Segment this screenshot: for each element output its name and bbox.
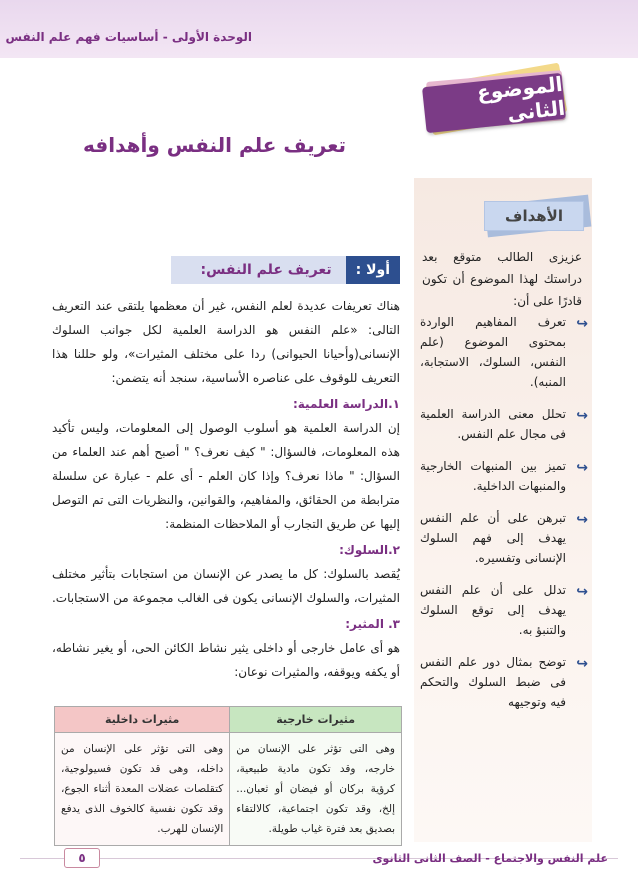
table-header-row (55, 707, 402, 733)
section-label: تعريف علم النفس: (171, 256, 346, 284)
section-number: أولا : (346, 256, 400, 284)
arrow-bullet-icon: ↪ (576, 656, 588, 672)
arrow-bullet-icon: ↪ (576, 584, 588, 600)
footer-book-title: علم النفس والاجتماع - الصف الثانى الثانوى (372, 852, 608, 865)
goal-item (420, 652, 588, 712)
cell-external-stimuli: وهى التى تؤثر على الإنسان من خارجه، وقد تكون مادية طبيعية، كرؤية بركان أو فيضان أو ثعبان... إلخ، وقد تكون اجتماعية، كالالتقاء بصديق بعد فترة غياب طويلة. (230, 733, 402, 846)
page-title: تعريف علم النفس وأهدافه (83, 133, 346, 157)
definition-paragraph: هناك تعريفات عديدة لعلم النفس، غير أن معظمها يلتقى عند التعريف التالى: «علم النفس هو الدراسة العلمية لكل جوانب السلوك الإنسانى(وأحيانا الحيوانى) ردا على مختلف المثيرات»، ولو حللنا هذا التعريف للوقوف على عناصره الأساسية، سنجد أنه يتضمن: (52, 299, 400, 385)
goal-item (420, 508, 588, 568)
goal-item (420, 312, 588, 392)
subsection-text-behavior: يُقصد بالسلوك: كل ما يصدر عن الإنسان من استجابات بتأثير مختلف المثيرات، والسلوك الإنسانى يكون فى الغالب مجموعة من الاستجابات. (51, 567, 400, 605)
stimuli-table (54, 706, 402, 846)
goals-tab-label: الأهداف (484, 201, 584, 231)
goal-item-text: تحلل معنى الدراسة العلمية فى مجال علم النفس. (420, 407, 566, 441)
topic-badge-label: الموضوع الثانى (422, 73, 566, 133)
page-number: ٥ (64, 848, 100, 868)
goals-tab (480, 196, 592, 236)
top-header-band (0, 0, 638, 58)
goal-item-text: تدلل على أن علم النفس يهدف إلى توقع السلوك والتنبؤ به. (420, 583, 566, 637)
subsection-heading-stimulus: ٣. المثير: (345, 617, 400, 631)
goal-item-text: توضح بمثال دور علم النفس فى ضبط السلوك والتحكم فيه وتوجيهه (420, 655, 566, 709)
goals-intro: عزيزى الطالب متوقع بعد دراستك لهذا الموضوع أن تكون قادرًا على أن: (422, 250, 582, 308)
subsection-heading-behavior: ٢.السلوك: (339, 543, 400, 557)
table-row (55, 733, 402, 846)
header-internal-stimuli: مثيرات داخلية (55, 707, 230, 733)
subsection-heading-scientific-study: ١.الدراسة العلمية: (292, 397, 400, 411)
goal-item (420, 580, 588, 640)
header-external-stimuli: مثيرات خارجية (230, 707, 402, 733)
goal-item-text: تعرف المفاهيم الواردة بمحتوى الموضوع (علم النفس، السلوك، الاستجابة، المنبه). (420, 315, 566, 389)
section-heading (52, 256, 400, 284)
cell-internal-stimuli: وهى التى تؤثر على الإنسان من داخله، وهى قد تكون فسيولوجية، كتقلصات عضلات المعدة أثناء الجوع، وقد تكون نفسية كالخوف الذى يدفع الإنسان للهرب. (55, 733, 230, 846)
unit-title: الوحدة الأولى - أساسيات فهم علم النفس (5, 30, 252, 44)
main-content (52, 256, 400, 684)
goals-list (420, 312, 588, 724)
goal-item-text: تبرهن على أن علم النفس يهدف إلى فهم السلوك الإنسانى وتفسيره. (420, 511, 566, 565)
subsection-text-scientific-study: إن الدراسة العلمية هو أسلوب الوصول إلى المعلومات، وليس تأكيد هذه المعلومات، فالسؤال: " كيف نعرف؟ " أصبح أهم عند العلماء من السؤال: " ماذا نعرف؟ وإذا كان العلم - أى علم - عبارة عن سلسلة مترابطة من الحقائق، والمفاهيم، والقوانين، والنظريات التى تم التوصل إليها عن طريق التجارب أو الملاحظات المنظمة: (52, 421, 400, 531)
subsection-text-stimulus: هو أى عامل خارجى أو داخلى يثير نشاط الكائن الحى، أو يغير نشاطه، أو يكفه ويوقفه، والمثيرات نوعان: (52, 641, 400, 679)
arrow-bullet-icon: ↪ (576, 512, 588, 528)
goal-item-text: تميز بين المنبهات الخارجية والمنبهات الداخلية. (420, 459, 566, 493)
arrow-bullet-icon: ↪ (576, 460, 588, 476)
topic-badge (418, 62, 568, 140)
arrow-bullet-icon: ↪ (576, 408, 588, 424)
goal-item (420, 456, 588, 496)
goal-item (420, 404, 588, 444)
arrow-bullet-icon: ↪ (576, 316, 588, 332)
